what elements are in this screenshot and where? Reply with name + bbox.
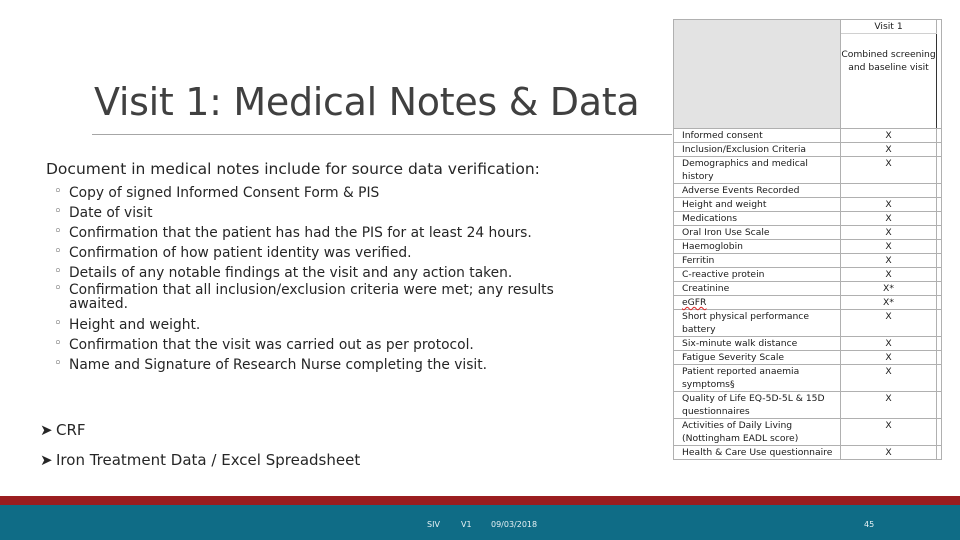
table-row — [674, 184, 942, 198]
visit-mark: X — [841, 446, 937, 460]
assessment-label — [674, 365, 841, 392]
assessment-label — [674, 419, 841, 446]
documentation-bullet-list — [52, 183, 572, 375]
assessment-label-text: Haemoglobin — [682, 241, 743, 252]
table-edge-cell — [937, 296, 942, 310]
assessment-label-text: Health & Care Use questionnaire — [682, 447, 833, 458]
assessment-label-text: Adverse Events Recorded — [682, 185, 800, 196]
assessment-label-text: Patient reported anaemia symptoms§ — [682, 366, 800, 390]
table-edge-cell — [937, 365, 942, 392]
table-edge-cell — [937, 392, 942, 419]
assessment-label-text: Oral Iron Use Scale — [682, 227, 770, 238]
assessment-label-text: Creatinine — [682, 283, 730, 294]
table-row — [674, 419, 942, 446]
visit-column-header: Visit 1 — [841, 20, 937, 34]
visit-mark: X — [841, 129, 937, 143]
table-row — [674, 226, 942, 240]
intro-text: Document in medical notes include for source data verification: — [46, 160, 540, 178]
assessment-label — [674, 282, 841, 296]
assessment-label — [674, 446, 841, 460]
assessment-label-text: Height and weight — [682, 199, 767, 210]
table-edge-cell — [937, 351, 942, 365]
arrow-item-label: CRF — [56, 421, 86, 439]
table-edge-cell — [937, 419, 942, 446]
table-row — [674, 337, 942, 351]
table-edge-cell — [937, 282, 942, 296]
table-row — [674, 268, 942, 282]
visit-schedule-table — [673, 19, 942, 460]
footer-bar — [0, 505, 960, 540]
arrow-bullet-icon: ➤ — [40, 421, 53, 439]
arrow-item-crf — [40, 421, 86, 439]
table-edge-cell — [937, 226, 942, 240]
assessment-label — [674, 212, 841, 226]
assessment-label — [674, 310, 841, 337]
assessment-label — [674, 184, 841, 198]
title-divider — [92, 134, 672, 135]
footer-accent-stripe — [0, 496, 960, 505]
table-row — [674, 143, 942, 157]
table-row — [674, 254, 942, 268]
assessment-label-text: Short physical performance battery — [682, 311, 810, 335]
visit-mark: X — [841, 157, 937, 184]
table-edge-cell — [937, 310, 942, 337]
visit-description-header: Combined screening and baseline visit — [841, 34, 937, 129]
slide-title: Visit 1: Medical Notes & Data — [94, 80, 640, 124]
table-row — [674, 392, 942, 419]
table-row — [674, 212, 942, 226]
table-edge-column — [937, 20, 942, 129]
visit-mark: X* — [841, 282, 937, 296]
table-edge-cell — [937, 157, 942, 184]
table-row — [674, 365, 942, 392]
assessment-label-text: Ferritin — [682, 255, 715, 266]
bullet-item: ◦ Details of any notable findings at the visit and any action taken. — [52, 263, 572, 283]
bullet-item: ◦ Name and Signature of Research Nurse completing the visit. — [52, 355, 572, 375]
assessment-label — [674, 157, 841, 184]
bullet-item: ◦ Confirmation that all inclusion/exclusion criteria were met; any results awaited. — [52, 283, 572, 311]
bullet-item: ◦ Date of visit — [52, 203, 572, 223]
assessment-label — [674, 129, 841, 143]
table-edge-cell — [937, 254, 942, 268]
table-row — [674, 296, 942, 310]
table-corner-cell — [674, 20, 841, 129]
table-edge-cell — [937, 184, 942, 198]
table-edge-cell — [937, 198, 942, 212]
assessment-label — [674, 351, 841, 365]
arrow-bullet-icon: ➤ — [40, 451, 53, 469]
visit-mark: X — [841, 337, 937, 351]
table-row — [674, 310, 942, 337]
assessment-label-text: Fatigue Severity Scale — [682, 352, 785, 363]
visit-mark: X — [841, 143, 937, 157]
visit-mark: X — [841, 268, 937, 282]
assessment-label-text: Quality of Life EQ-5D-5L & 15D questionnaires — [682, 393, 825, 417]
table-row — [674, 240, 942, 254]
visit-mark: X — [841, 226, 937, 240]
assessment-label — [674, 240, 841, 254]
footer-site: SIV — [427, 520, 440, 529]
visit-mark: X — [841, 392, 937, 419]
visit-mark: X — [841, 310, 937, 337]
table-edge-cell — [937, 240, 942, 254]
footer-version: V1 — [461, 520, 472, 529]
assessment-label-text: Informed consent — [682, 130, 763, 141]
assessment-label — [674, 254, 841, 268]
visit-mark — [841, 184, 937, 198]
assessment-label — [674, 226, 841, 240]
assessment-label — [674, 143, 841, 157]
table-row — [674, 129, 942, 143]
table-edge-cell — [937, 268, 942, 282]
table-row — [674, 198, 942, 212]
arrow-item-label: Iron Treatment Data / Excel Spreadsheet — [56, 451, 361, 469]
page-number: 45 — [864, 520, 875, 529]
assessment-label-text: Medications — [682, 213, 738, 224]
bullet-item: ◦ Copy of signed Informed Consent Form & PIS — [52, 183, 572, 203]
assessment-label — [674, 392, 841, 419]
assessment-label — [674, 337, 841, 351]
assessment-label-text: eGFR — [682, 297, 707, 308]
visit-mark: X — [841, 254, 937, 268]
visit-mark: X — [841, 351, 937, 365]
visit-mark: X — [841, 212, 937, 226]
table-row — [674, 282, 942, 296]
assessment-label-text: Inclusion/Exclusion Criteria — [682, 144, 807, 155]
visit-mark: X* — [841, 296, 937, 310]
bullet-item: ◦ Height and weight. — [52, 315, 572, 335]
footer-date: 09/03/2018 — [491, 520, 538, 529]
visit-mark: X — [841, 365, 937, 392]
visit-mark: X — [841, 240, 937, 254]
assessment-label-text: Demographics and medical history — [682, 158, 808, 182]
visit-mark: X — [841, 419, 937, 446]
assessment-label — [674, 198, 841, 212]
arrow-item-iron-data — [40, 451, 360, 469]
assessment-label — [674, 296, 841, 310]
assessment-label-text: C-reactive protein — [682, 269, 765, 280]
bullet-item: ◦ Confirmation that the patient has had the PIS for at least 24 hours. — [52, 223, 572, 243]
bullet-item: ◦ Confirmation that the visit was carried out as per protocol. — [52, 335, 572, 355]
visit-mark: X — [841, 198, 937, 212]
table-row — [674, 351, 942, 365]
table-row — [674, 157, 942, 184]
table-edge-cell — [937, 143, 942, 157]
table-edge-cell — [937, 337, 942, 351]
assessment-label — [674, 268, 841, 282]
assessment-label-text: Six-minute walk distance — [682, 338, 798, 349]
table-row — [674, 446, 942, 460]
assessment-label-text: Activities of Daily Living (Nottingham EADL score) — [682, 420, 799, 444]
table-edge-cell — [937, 129, 942, 143]
bullet-item: ◦ Confirmation of how patient identity was verified. — [52, 243, 572, 263]
table-edge-cell — [937, 212, 942, 226]
table-edge-cell — [937, 446, 942, 460]
